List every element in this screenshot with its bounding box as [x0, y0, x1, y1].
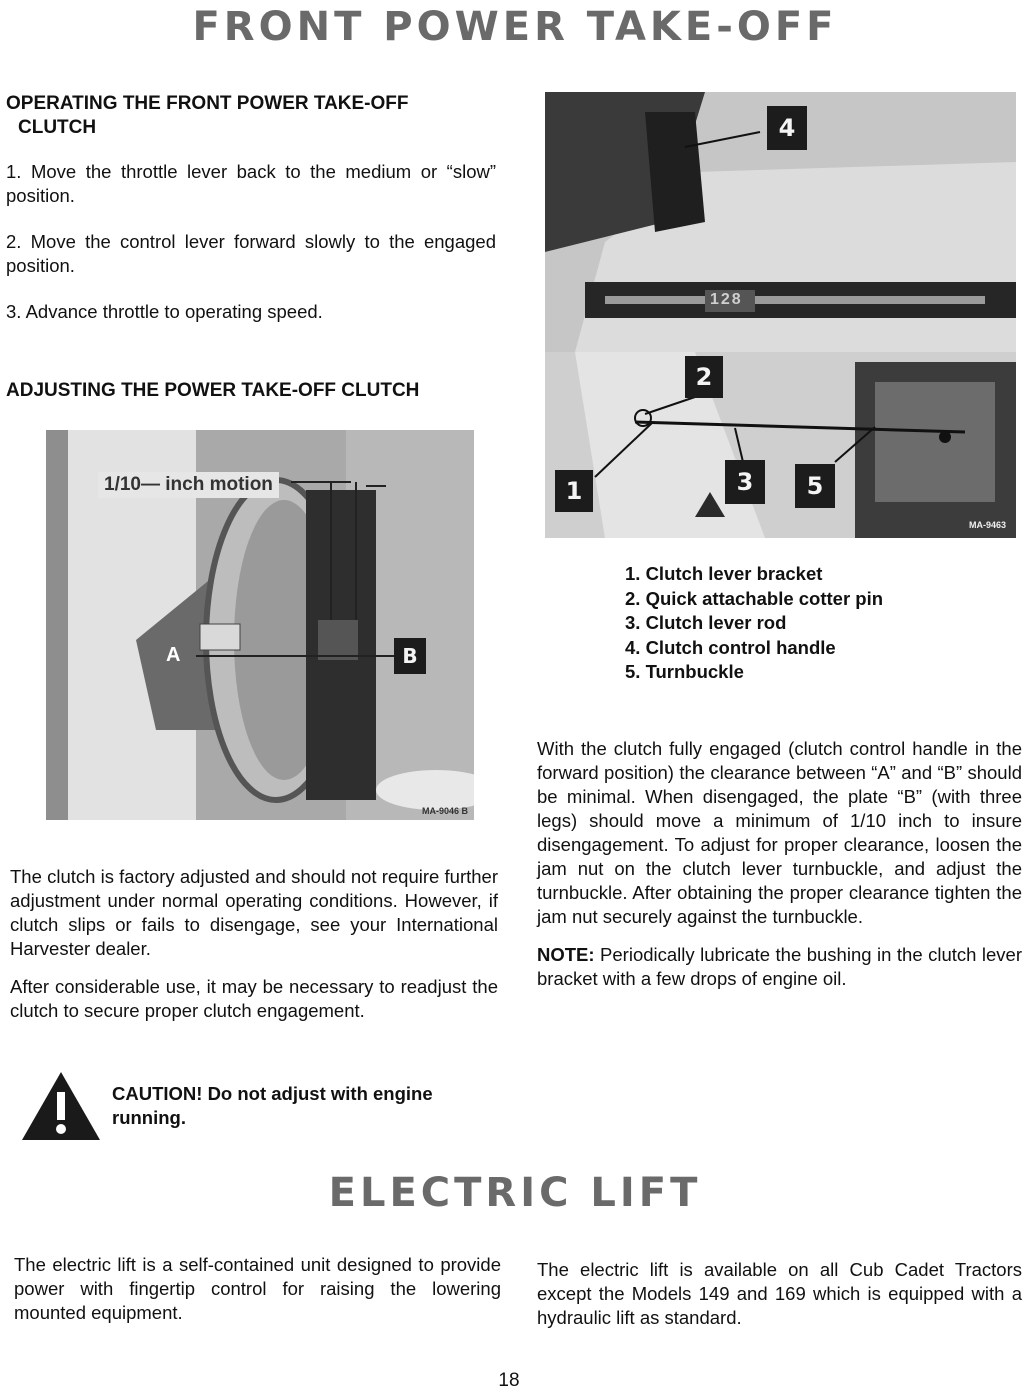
electric-lift-left-paragraph: The electric lift is a self-contained unit designed to provide power with fingertip control for raising the lowering mounted equipment.: [14, 1254, 501, 1323]
photo-legend: [625, 562, 1005, 685]
step-text: Move the control lever forward slowly to the engaged position.: [6, 231, 496, 276]
step-text: Advance throttle to operating speed.: [25, 301, 323, 322]
model-badge: 128: [710, 291, 743, 308]
note-text: Periodically lubricate the bushing in the clutch lever bracket with a few drops of engine oil.: [537, 944, 1022, 989]
electric-lift-right-paragraph: The electric lift is available on all Cub Cadet Tractors except the Models 149 and 169 which is equipped with a hydraulic lift as standard.: [537, 1259, 1022, 1328]
tractor-photo: [545, 92, 1016, 538]
caution-block: [20, 1070, 502, 1142]
clutch-photo-code: MA-9046 B: [421, 806, 468, 816]
step-number: 3.: [6, 301, 22, 322]
callout-1: 1: [555, 470, 593, 512]
operating-heading: OPERATING THE FRONT POWER TAKE-OFF: [6, 93, 409, 114]
legend-item: 2. Quick attachable cotter pin: [625, 587, 884, 609]
callout-5: 5: [795, 464, 835, 508]
step-number: 2.: [6, 231, 22, 252]
factory-adjusted-paragraph: The clutch is factory adjusted and should not require further adjustment under normal operating conditions. However, if clutch slips or fails to disengage, see your International Harvester dealer.: [10, 866, 498, 959]
operating-section: [6, 92, 496, 324]
adjusting-heading: ADJUSTING THE POWER TAKE-OFF CLUTCH: [6, 380, 420, 401]
label-a: A: [166, 644, 181, 666]
operating-heading-line2: CLUTCH: [18, 117, 97, 138]
clutch-photo: [46, 430, 474, 820]
readjust-paragraph: After considerable use, it may be necessary to readjust the clutch to secure proper clutch engagement.: [10, 976, 498, 1021]
note-paragraph: [537, 943, 1022, 991]
legend-item: 1. Clutch lever bracket: [625, 563, 823, 584]
callout-3: 3: [725, 460, 765, 504]
operating-step: [6, 160, 496, 208]
operating-step: [6, 300, 496, 324]
step-text: Move the throttle lever back to the medium or “slow” position.: [6, 161, 496, 206]
legend-item: 4. Clutch control handle: [625, 636, 836, 658]
caution-text: CAUTION! Do not adjust with engine running.: [112, 1083, 433, 1128]
warning-icon: [20, 1070, 102, 1142]
tractor-illustration: [545, 92, 1016, 538]
electric-lift-title: ELECTRIC LIFT: [328, 1170, 702, 1216]
right-text: [537, 737, 1022, 991]
label-b: B: [394, 638, 426, 674]
motion-label: 1/10— inch motion: [98, 472, 279, 498]
callout-4: 4: [767, 106, 807, 150]
left-text: [10, 865, 498, 1023]
clearance-paragraph: With the clutch fully engaged (clutch control handle in the forward position) the clearance between “A” and “B” should be minimal. When disengaged, the plate “B” (with three legs) should move a minimum of 1/10 inch to insure disengagement. To adjust for proper clearance, loosen the jam nut on the clutch lever turnbuckle, and adjust the turnbuckle. After obtaining the proper clearance tighten the jam nut securely against the turnbuckle.: [537, 738, 1022, 927]
page-title: FRONT POWER TAKE-OFF: [192, 4, 838, 50]
legend-item: 5. Turnbuckle: [625, 661, 744, 682]
operating-step: [6, 230, 496, 278]
page-number: 18: [498, 1370, 520, 1391]
note-label: NOTE:: [537, 944, 595, 965]
callout-2: 2: [685, 356, 723, 398]
tractor-photo-code: MA-9463: [968, 520, 1006, 530]
legend-item: 3. Clutch lever rod: [625, 612, 787, 633]
step-number: 1.: [6, 161, 22, 182]
